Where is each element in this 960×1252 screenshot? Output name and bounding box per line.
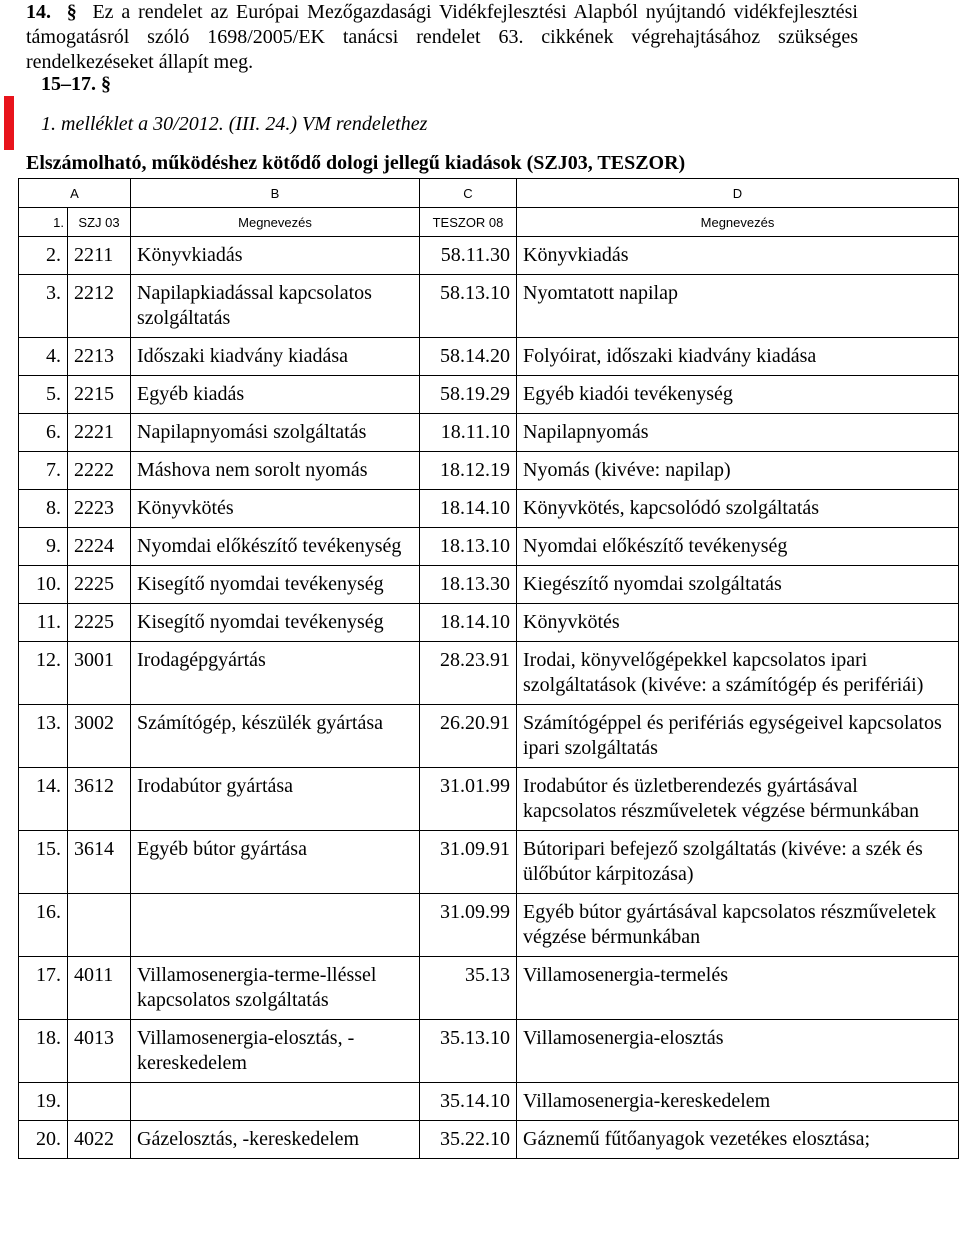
- header-cell: 1.: [19, 208, 68, 237]
- row-number: 7.: [19, 452, 68, 490]
- szj-code: 2213: [68, 338, 131, 376]
- szj-code: [68, 894, 131, 957]
- row-number: 15.: [19, 831, 68, 894]
- szj-name: Máshova nem sorolt nyomás: [131, 452, 420, 490]
- row-number: 5.: [19, 376, 68, 414]
- teszor-code: 58.19.29: [420, 376, 517, 414]
- header-cell: TESZOR 08: [420, 208, 517, 237]
- teszor-code: 31.09.91: [420, 831, 517, 894]
- table-row: [19, 376, 959, 414]
- teszor-code: 35.13: [420, 957, 517, 1020]
- teszor-name: Villamosenergia-termelés: [517, 957, 959, 1020]
- row-number: 17.: [19, 957, 68, 1020]
- szj-name: Egyéb kiadás: [131, 376, 420, 414]
- szj-name: Könyvkiadás: [131, 237, 420, 275]
- row-number: 10.: [19, 566, 68, 604]
- table-row: [19, 414, 959, 452]
- szj-name: [131, 894, 420, 957]
- teszor-code: 26.20.91: [420, 705, 517, 768]
- szj-code: 2212: [68, 275, 131, 338]
- teszor-name: Nyomdai előkészítő tevékenység: [517, 528, 959, 566]
- szj-name: Nyomdai előkészítő tevékenység: [131, 528, 420, 566]
- row-number: 20.: [19, 1121, 68, 1159]
- table-row: [19, 604, 959, 642]
- teszor-code: 28.23.91: [420, 642, 517, 705]
- teszor-name: Irodabútor és üzletberendezés gyártásával kapcsolatos részműveletek végzése bérmunkában: [517, 768, 959, 831]
- teszor-name: Folyóirat, időszaki kiadvány kiadása: [517, 338, 959, 376]
- szj-name: Könyvkötés: [131, 490, 420, 528]
- table-row: [19, 642, 959, 705]
- teszor-code: 18.14.10: [420, 604, 517, 642]
- teszor-code: 18.11.10: [420, 414, 517, 452]
- szj-code: 2225: [68, 604, 131, 642]
- row-number: 13.: [19, 705, 68, 768]
- column-letter-row: [19, 179, 959, 208]
- table-row: [19, 275, 959, 338]
- szj-name: Számítógép, készülék gyártása: [131, 705, 420, 768]
- header-cell: SZJ 03: [68, 208, 131, 237]
- szj-code: [68, 1083, 131, 1121]
- column-letter: B: [131, 179, 420, 208]
- table-row: [19, 768, 959, 831]
- szj-code: 2225: [68, 566, 131, 604]
- szj-name: [131, 1083, 420, 1121]
- teszor-name: Könyvkötés: [517, 604, 959, 642]
- row-number: 11.: [19, 604, 68, 642]
- header-cell: Megnevezés: [517, 208, 959, 237]
- table-row: [19, 338, 959, 376]
- table-row: [19, 452, 959, 490]
- change-marker: [4, 96, 14, 150]
- expense-table: [18, 178, 959, 1159]
- table-row: [19, 237, 959, 275]
- szj-code: 4013: [68, 1020, 131, 1083]
- szj-code: 2223: [68, 490, 131, 528]
- szj-code: 2211: [68, 237, 131, 275]
- szj-name: Irodabútor gyártása: [131, 768, 420, 831]
- teszor-name: Gáznemű fűtőanyagok vezetékes elosztása;: [517, 1121, 959, 1159]
- szj-name: Villamosenergia-elosztás, -kereskedelem: [131, 1020, 420, 1083]
- teszor-name: Bútoripari befejező szolgáltatás (kivéve: a szék és ülőbútor kárpitozása): [517, 831, 959, 894]
- row-number: 9.: [19, 528, 68, 566]
- teszor-code: 18.13.30: [420, 566, 517, 604]
- table-row: [19, 566, 959, 604]
- teszor-code: 35.13.10: [420, 1020, 517, 1083]
- teszor-code: 58.13.10: [420, 275, 517, 338]
- column-letter: D: [517, 179, 959, 208]
- szj-code: 3614: [68, 831, 131, 894]
- teszor-code: 58.14.20: [420, 338, 517, 376]
- table-row: [19, 1083, 959, 1121]
- szj-code: 2224: [68, 528, 131, 566]
- teszor-code: 18.12.19: [420, 452, 517, 490]
- teszor-name: Villamosenergia-elosztás: [517, 1020, 959, 1083]
- row-number: 19.: [19, 1083, 68, 1121]
- szj-name: Irodagépgyártás: [131, 642, 420, 705]
- table-row: [19, 490, 959, 528]
- teszor-name: Nyomtatott napilap: [517, 275, 959, 338]
- szj-name: Kisegítő nyomdai tevékenység: [131, 566, 420, 604]
- row-number: 3.: [19, 275, 68, 338]
- szj-code: 2222: [68, 452, 131, 490]
- table-row: [19, 957, 959, 1020]
- teszor-code: 31.01.99: [420, 768, 517, 831]
- intro-text: Ez a rendelet az Európai Mezőgazdasági Vidékfejlesztési Alapból nyújtandó vidékfejlesztési támogatásról szóló 1698/2005/EK tanácsi rendelet 63. cikkének végrehajtásához szükséges rendelkezéseket állapít meg.: [26, 1, 858, 73]
- szj-code: 2215: [68, 376, 131, 414]
- row-number: 4.: [19, 338, 68, 376]
- header-cell: Megnevezés: [131, 208, 420, 237]
- table-row: [19, 705, 959, 768]
- row-number: 14.: [19, 768, 68, 831]
- intro-paragraph: [26, 0, 858, 75]
- teszor-name: Könyvkiadás: [517, 237, 959, 275]
- teszor-name: Könyvkötés, kapcsolódó szolgáltatás: [517, 490, 959, 528]
- teszor-code: 35.22.10: [420, 1121, 517, 1159]
- teszor-code: 35.14.10: [420, 1083, 517, 1121]
- row-number: 6.: [19, 414, 68, 452]
- szj-code: 3002: [68, 705, 131, 768]
- teszor-name: Számítógéppel és perifériás egységeivel kapcsolatos ipari szolgáltatás: [517, 705, 959, 768]
- teszor-code: 18.14.10: [420, 490, 517, 528]
- szj-code: 2221: [68, 414, 131, 452]
- szj-name: Időszaki kiadvány kiadása: [131, 338, 420, 376]
- table-row: [19, 1020, 959, 1083]
- teszor-name: Egyéb bútor gyártásával kapcsolatos részműveletek végzése bérmunkában: [517, 894, 959, 957]
- table-title: Elszámolható, működéshez kötődő dologi jellegű kiadások (SZJ03, TESZOR): [26, 152, 686, 174]
- teszor-code: 58.11.30: [420, 237, 517, 275]
- paragraph-number: 14.: [26, 1, 51, 23]
- teszor-name: Villamosenergia-kereskedelem: [517, 1083, 959, 1121]
- table-row: [19, 1121, 959, 1159]
- header-row: [19, 208, 959, 237]
- teszor-name: Kiegészítő nyomdai szolgáltatás: [517, 566, 959, 604]
- szj-code: 3612: [68, 768, 131, 831]
- szj-code: 4011: [68, 957, 131, 1020]
- annex-heading: 1. melléklet a 30/2012. (III. 24.) VM rendelethez: [41, 113, 428, 135]
- section-sign: §: [66, 1, 77, 23]
- row-number: 12.: [19, 642, 68, 705]
- szj-name: Napilapnyomási szolgáltatás: [131, 414, 420, 452]
- teszor-name: Nyomás (kivéve: napilap): [517, 452, 959, 490]
- row-number: 18.: [19, 1020, 68, 1083]
- row-number: 16.: [19, 894, 68, 957]
- teszor-code: 18.13.10: [420, 528, 517, 566]
- table-row: [19, 831, 959, 894]
- table-row: [19, 894, 959, 957]
- teszor-name: Egyéb kiadói tevékenység: [517, 376, 959, 414]
- szj-name: Kisegítő nyomdai tevékenység: [131, 604, 420, 642]
- section-reference: 15–17. §: [41, 73, 111, 95]
- szj-name: Egyéb bútor gyártása: [131, 831, 420, 894]
- column-letter: C: [420, 179, 517, 208]
- szj-name: Gázelosztás, -kereskedelem: [131, 1121, 420, 1159]
- row-number: 2.: [19, 237, 68, 275]
- table-row: [19, 528, 959, 566]
- szj-code: 3001: [68, 642, 131, 705]
- teszor-code: 31.09.99: [420, 894, 517, 957]
- row-number: 8.: [19, 490, 68, 528]
- szj-name: Villamosenergia-terme-lléssel kapcsolatos szolgáltatás: [131, 957, 420, 1020]
- teszor-name: Irodai, könyvelőgépekkel kapcsolatos ipari szolgáltatások (kivéve: a számítógép és perifériái): [517, 642, 959, 705]
- teszor-name: Napilapnyomás: [517, 414, 959, 452]
- szj-name: Napilapkiadással kapcsolatos szolgáltatás: [131, 275, 420, 338]
- column-letter: A: [19, 179, 131, 208]
- szj-code: 4022: [68, 1121, 131, 1159]
